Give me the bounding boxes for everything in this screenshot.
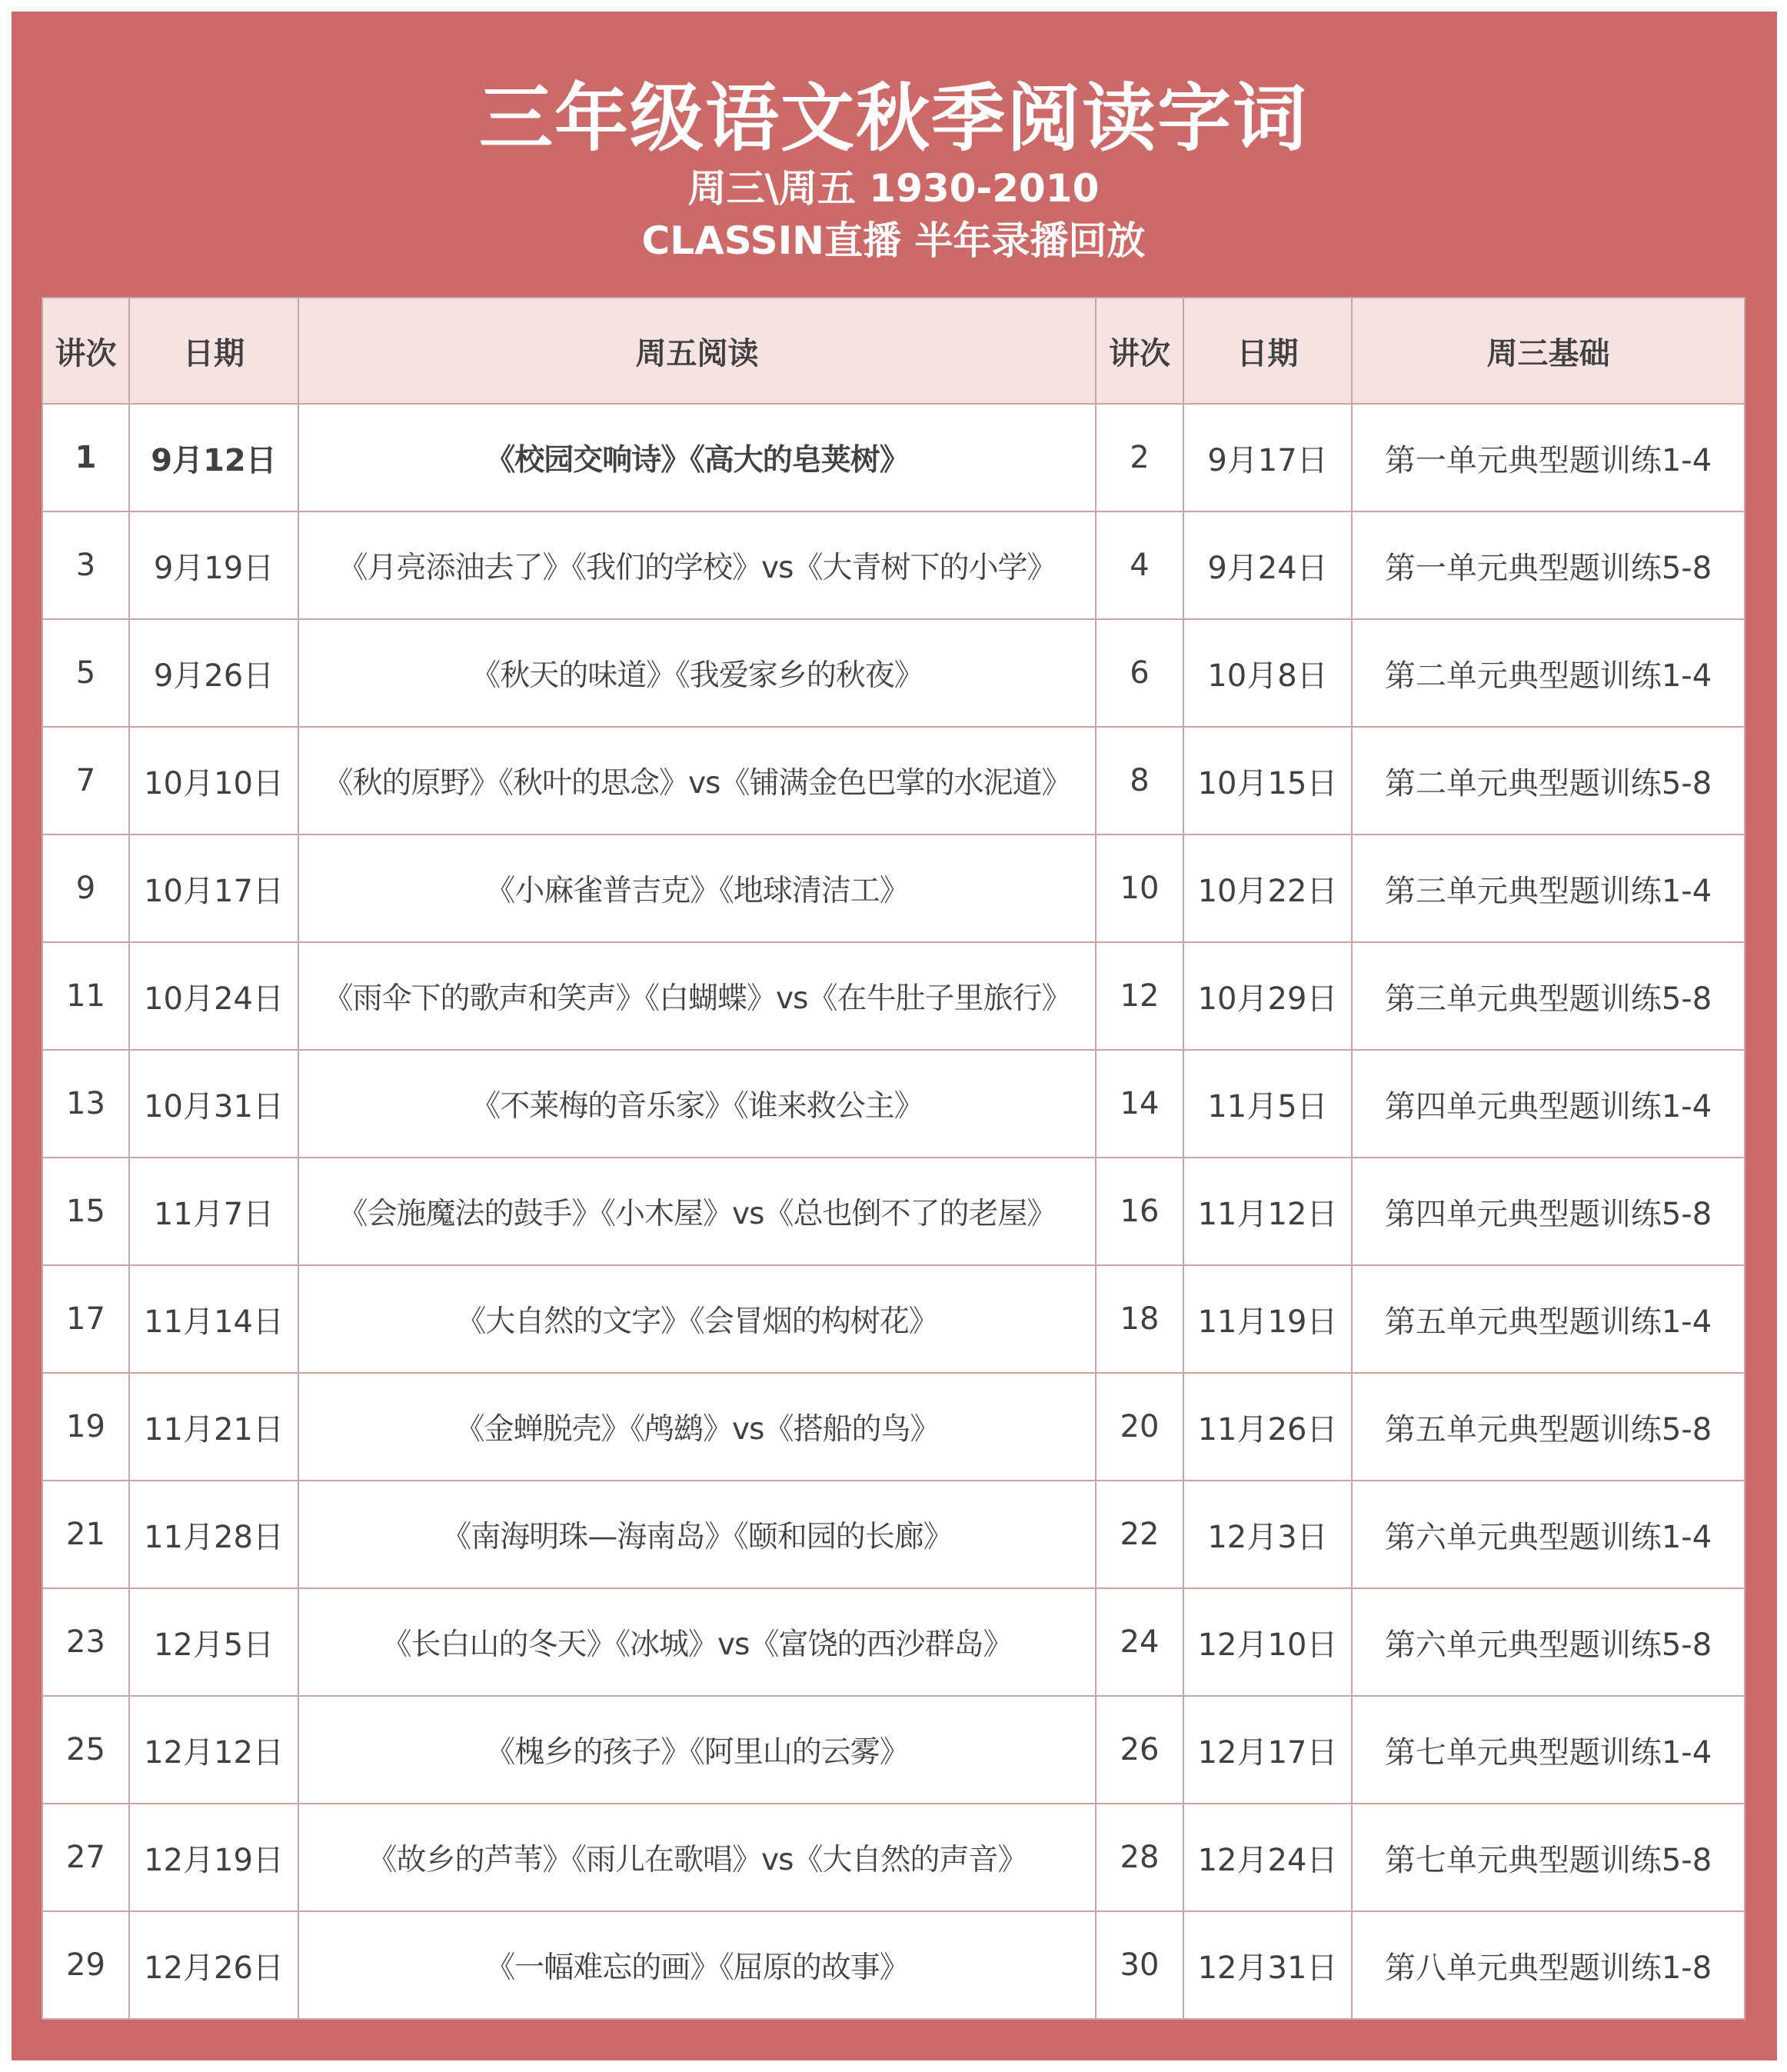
lesson-date-2: 12月10日 [1183, 1588, 1352, 1696]
lesson-date-2: 10月15日 [1183, 727, 1352, 834]
wednesday-basics: 第八单元典型题训练1-8 [1352, 1911, 1745, 2019]
lesson-date: 9月19日 [129, 511, 298, 619]
wednesday-basics: 第六单元典型题训练5-8 [1352, 1588, 1745, 1696]
lesson-date: 12月5日 [129, 1588, 298, 1696]
lesson-number: 21 [42, 1481, 129, 1588]
lesson-number-2: 14 [1096, 1050, 1183, 1158]
friday-reading: 《金蝉脱壳》《鸬鹚》vs《搭船的鸟》 [298, 1373, 1096, 1481]
lesson-date-2: 10月22日 [1183, 834, 1352, 942]
lesson-number-2: 6 [1096, 619, 1183, 727]
lesson-date: 9月12日 [129, 404, 298, 511]
table-header-row [42, 298, 1745, 404]
table-row [42, 727, 1745, 834]
lesson-date: 12月19日 [129, 1804, 298, 1911]
lesson-number: 27 [42, 1804, 129, 1911]
header-friday-reading: 周五阅读 [298, 298, 1096, 404]
wednesday-basics: 第七单元典型题训练1-4 [1352, 1696, 1745, 1804]
table-row [42, 1696, 1745, 1804]
friday-reading: 《月亮添油去了》《我们的学校》vs《大青树下的小学》 [298, 511, 1096, 619]
lesson-number: 7 [42, 727, 129, 834]
lesson-date-2: 12月3日 [1183, 1481, 1352, 1588]
wednesday-basics: 第五单元典型题训练5-8 [1352, 1373, 1745, 1481]
table-row [42, 511, 1745, 619]
lesson-number: 9 [42, 834, 129, 942]
header-wednesday-basics: 周三基础 [1352, 298, 1745, 404]
header-date: 日期 [129, 298, 298, 404]
wednesday-basics: 第二单元典型题训练5-8 [1352, 727, 1745, 834]
lesson-date-2: 12月24日 [1183, 1804, 1352, 1911]
table-row [42, 1373, 1745, 1481]
page-title: 三年级语文秋季阅读字词 [479, 75, 1308, 162]
table-row [42, 1265, 1745, 1373]
lesson-date-2: 11月26日 [1183, 1373, 1352, 1481]
lesson-date: 10月31日 [129, 1050, 298, 1158]
wednesday-basics: 第一单元典型题训练5-8 [1352, 511, 1745, 619]
header-date-2: 日期 [1183, 298, 1352, 404]
lesson-date: 9月26日 [129, 619, 298, 727]
lesson-date: 11月21日 [129, 1373, 298, 1481]
lesson-number: 23 [42, 1588, 129, 1696]
friday-reading: 《校园交响诗》《高大的皂荚树》 [298, 404, 1096, 511]
lesson-date-2: 9月17日 [1183, 404, 1352, 511]
friday-reading: 《雨伞下的歌声和笑声》《白蝴蝶》vs《在牛肚子里旅行》 [298, 942, 1096, 1050]
table-row [42, 1804, 1745, 1911]
lesson-number: 29 [42, 1911, 129, 2019]
lesson-date: 11月7日 [129, 1158, 298, 1265]
lesson-number-2: 20 [1096, 1373, 1183, 1481]
wednesday-basics: 第三单元典型题训练1-4 [1352, 834, 1745, 942]
lesson-date-2: 11月19日 [1183, 1265, 1352, 1373]
lesson-number-2: 8 [1096, 727, 1183, 834]
friday-reading: 《会施魔法的鼓手》《小木屋》vs《总也倒不了的老屋》 [298, 1158, 1096, 1265]
schedule-time-subtitle: 周三\周五 1930-2010 [687, 166, 1100, 211]
wednesday-basics: 第七单元典型题训练5-8 [1352, 1804, 1745, 1911]
broadcast-subtitle: CLASSIN直播 半年录播回放 [641, 218, 1146, 263]
friday-reading: 《一幅难忘的画》《屈原的故事》 [298, 1911, 1096, 2019]
lesson-date-2: 12月31日 [1183, 1911, 1352, 2019]
lesson-number: 25 [42, 1696, 129, 1804]
friday-reading: 《槐乡的孩子》《阿里山的云雾》 [298, 1696, 1096, 1804]
lesson-number: 5 [42, 619, 129, 727]
header-lesson-number: 讲次 [42, 298, 129, 404]
friday-reading: 《不莱梅的音乐家》《谁来救公主》 [298, 1050, 1096, 1158]
lesson-date: 11月28日 [129, 1481, 298, 1588]
table-row [42, 942, 1745, 1050]
table-row [42, 1481, 1745, 1588]
lesson-number: 15 [42, 1158, 129, 1265]
friday-reading: 《南海明珠—海南岛》《颐和园的长廊》 [298, 1481, 1096, 1588]
lesson-number-2: 4 [1096, 511, 1183, 619]
lesson-number-2: 2 [1096, 404, 1183, 511]
table-row [42, 1050, 1745, 1158]
lesson-date-2: 12月17日 [1183, 1696, 1352, 1804]
friday-reading: 《秋天的味道》《我爱家乡的秋夜》 [298, 619, 1096, 727]
wednesday-basics: 第五单元典型题训练1-4 [1352, 1265, 1745, 1373]
lesson-number-2: 30 [1096, 1911, 1183, 2019]
friday-reading: 《大自然的文字》《会冒烟的构树花》 [298, 1265, 1096, 1373]
table-row [42, 1911, 1745, 2019]
table-row [42, 619, 1745, 727]
friday-reading: 《故乡的芦苇》《雨儿在歌唱》vs《大自然的声音》 [298, 1804, 1096, 1911]
wednesday-basics: 第六单元典型题训练1-4 [1352, 1481, 1745, 1588]
lesson-date: 10月24日 [129, 942, 298, 1050]
friday-reading: 《秋的原野》《秋叶的思念》vs《铺满金色巴掌的水泥道》 [298, 727, 1096, 834]
lesson-number: 17 [42, 1265, 129, 1373]
lesson-date-2: 9月24日 [1183, 511, 1352, 619]
wednesday-basics: 第四单元典型题训练1-4 [1352, 1050, 1745, 1158]
lesson-date: 12月26日 [129, 1911, 298, 2019]
wednesday-basics: 第三单元典型题训练5-8 [1352, 942, 1745, 1050]
table-row [42, 834, 1745, 942]
lesson-number: 3 [42, 511, 129, 619]
table-row [42, 1158, 1745, 1265]
lesson-number-2: 18 [1096, 1265, 1183, 1373]
lesson-date-2: 11月5日 [1183, 1050, 1352, 1158]
lesson-date: 10月17日 [129, 834, 298, 942]
lesson-number-2: 28 [1096, 1804, 1183, 1911]
lesson-date: 12月12日 [129, 1696, 298, 1804]
lesson-number-2: 22 [1096, 1481, 1183, 1588]
lesson-number: 13 [42, 1050, 129, 1158]
lesson-date: 10月10日 [129, 727, 298, 834]
table-row [42, 404, 1745, 511]
lesson-date-2: 10月29日 [1183, 942, 1352, 1050]
wednesday-basics: 第二单元典型题训练1-4 [1352, 619, 1745, 727]
lesson-number: 11 [42, 942, 129, 1050]
table-row [42, 1588, 1745, 1696]
header-lesson-number-2: 讲次 [1096, 298, 1183, 404]
lesson-number: 1 [42, 404, 129, 511]
lesson-number-2: 10 [1096, 834, 1183, 942]
wednesday-basics: 第一单元典型题训练1-4 [1352, 404, 1745, 511]
friday-reading: 《小麻雀普吉克》《地球清洁工》 [298, 834, 1096, 942]
lesson-date-2: 10月8日 [1183, 619, 1352, 727]
friday-reading: 《长白山的冬天》《冰城》vs《富饶的西沙群岛》 [298, 1588, 1096, 1696]
lesson-date: 11月14日 [129, 1265, 298, 1373]
lesson-number-2: 26 [1096, 1696, 1183, 1804]
lesson-number-2: 16 [1096, 1158, 1183, 1265]
lesson-date-2: 11月12日 [1183, 1158, 1352, 1265]
lesson-number: 19 [42, 1373, 129, 1481]
lesson-number-2: 12 [1096, 942, 1183, 1050]
wednesday-basics: 第四单元典型题训练5-8 [1352, 1158, 1745, 1265]
lesson-number-2: 24 [1096, 1588, 1183, 1696]
schedule-table [42, 297, 1745, 2020]
